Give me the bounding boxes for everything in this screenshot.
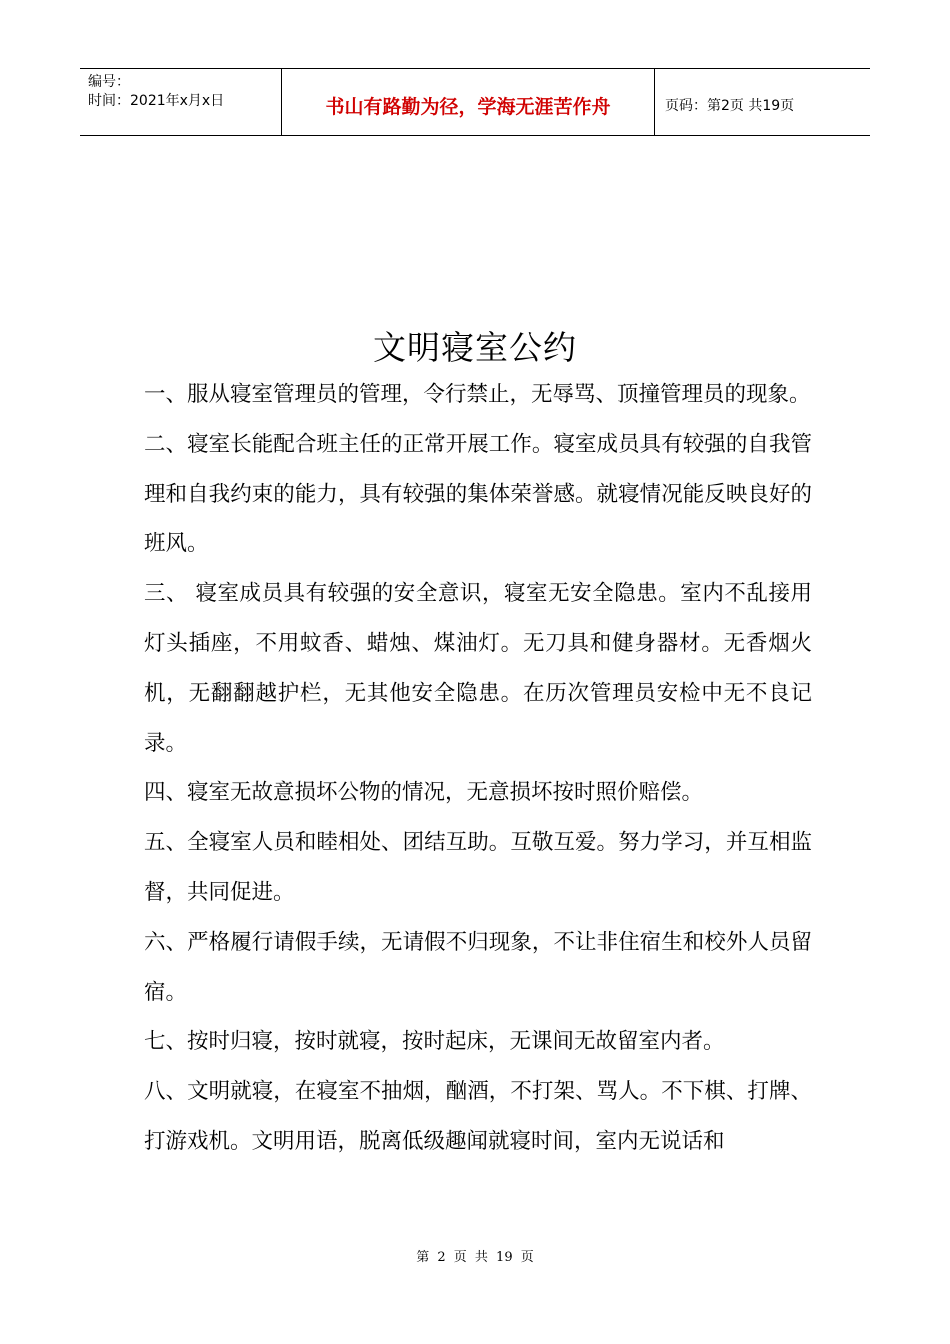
- header-number-label: 编号：: [88, 74, 130, 90]
- paragraph: 二、寝室长能配合班主任的正常开展工作。寝室成员具有较强的自我管理和自我约束的能力，具有较强的集体荣誉感。就寝情况能反映良好的班风。: [144, 431, 812, 557]
- paragraph: 五、全寝室人员和睦相处、团结互助。互敬互爱。努力学习，并互相监督，共同促进。: [144, 830, 812, 905]
- paragraph: 三、 寝室成员具有较强的安全意识，寝室无安全隐患。室内不乱接用灯头插座，不用蚊香、蜡烛、煤油灯。无刀具和健身器材。无香烟火机，无翻翻越护栏，无其他安全隐患。在历次管理员安检中无不良记录。: [144, 581, 812, 756]
- document-title: 文明寝室公约: [373, 328, 577, 367]
- header-date-label: 时间：2021年x月x日: [88, 93, 225, 109]
- document-body: [144, 370, 812, 1167]
- paragraph: 七、按时归寝，按时就寝，按时起床，无课间无故留室内者。: [144, 1029, 725, 1055]
- page-footer: 第 2 页 共 19 页: [416, 1250, 534, 1265]
- paragraph: 四、寝室无故意损坏公物的情况，无意损坏按时照价赔偿。: [144, 780, 704, 806]
- document-header: [80, 68, 870, 136]
- header-page-info: 页码：第2页 共19页: [665, 98, 795, 114]
- paragraph: 八、文明就寝，在寝室不抽烟，酗酒，不打架、骂人。不下棋、打牌、打游戏机。文明用语，脱离低级趣闻就寝时间，室内无说话和: [144, 1079, 812, 1154]
- header-meta: [80, 69, 281, 135]
- paragraph: 六、严格履行请假手续，无请假不归现象，不让非住宿生和校外人员留宿。: [144, 929, 812, 1005]
- header-motto: 书山有路勤为径，学海无涯苦作舟: [281, 69, 655, 135]
- paragraph: 一、服从寝室管理员的管理，令行禁止，无辱骂、顶撞管理员的现象。: [144, 382, 811, 407]
